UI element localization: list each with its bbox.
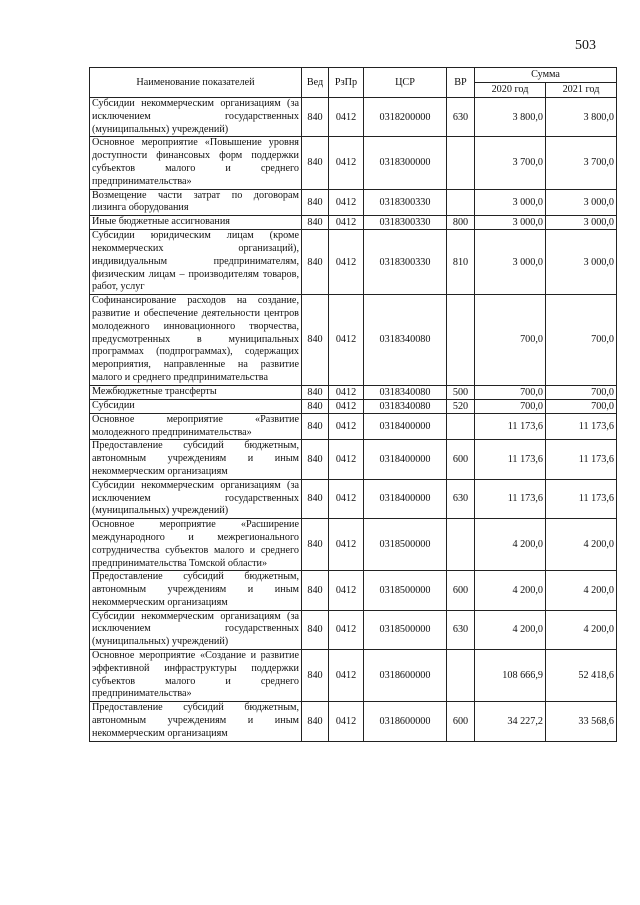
cell-rzpr: 0412: [329, 650, 364, 702]
cell-csr: 0318600000: [364, 702, 447, 741]
cell-sum-2020: 11 173,6: [475, 440, 546, 479]
header-year-2021: 2021 год: [546, 83, 617, 98]
cell-name: Основное мероприятие «Расширение международного и межрегионального сотрудничества субъектов малого и среднего предпринимательства Томской области»: [90, 519, 302, 571]
cell-rzpr: 0412: [329, 702, 364, 741]
cell-vr: 630: [447, 479, 475, 518]
cell-sum-2020: 4 200,0: [475, 519, 546, 571]
cell-csr: 0318340080: [364, 385, 447, 399]
cell-name: Возмещение части затрат по договорам лизинга оборудования: [90, 189, 302, 216]
cell-name: Межбюджетные трансферты: [90, 385, 302, 399]
cell-sum-2020: 3 000,0: [475, 216, 546, 230]
cell-name: Субсидии: [90, 399, 302, 413]
cell-vr: 800: [447, 216, 475, 230]
cell-name: Предоставление субсидий бюджетным, автономным учреждениям и иным некоммерческим организациям: [90, 702, 302, 741]
cell-csr: 0318400000: [364, 413, 447, 440]
cell-sum-2020: 3 800,0: [475, 98, 546, 137]
cell-sum-2021: 3 800,0: [546, 98, 617, 137]
cell-name: Субсидии некоммерческим организациям (за исключением государственных (муниципальных) учреждений): [90, 479, 302, 518]
cell-ved: 840: [302, 610, 329, 649]
cell-csr: 0318500000: [364, 519, 447, 571]
table-row: [90, 702, 617, 741]
table-row: [90, 385, 617, 399]
cell-sum-2021: 3 000,0: [546, 189, 617, 216]
cell-vr: 500: [447, 385, 475, 399]
cell-ved: 840: [302, 216, 329, 230]
cell-sum-2020: 3 000,0: [475, 189, 546, 216]
cell-csr: 0318340080: [364, 295, 447, 386]
cell-sum-2020: 11 173,6: [475, 413, 546, 440]
cell-csr: 0318600000: [364, 650, 447, 702]
cell-csr: 0318300000: [364, 137, 447, 189]
cell-rzpr: 0412: [329, 413, 364, 440]
budget-table: [89, 67, 617, 742]
cell-sum-2020: 4 200,0: [475, 610, 546, 649]
cell-vr: [447, 650, 475, 702]
table-row: [90, 137, 617, 189]
cell-name: Предоставление субсидий бюджетным, автономным учреждениям и иным некоммерческим организациям: [90, 571, 302, 610]
cell-sum-2020: 700,0: [475, 295, 546, 386]
cell-sum-2020: 34 227,2: [475, 702, 546, 741]
cell-vr: [447, 519, 475, 571]
page-number: 503: [575, 38, 596, 53]
header-rzpr: РзПр: [329, 68, 364, 98]
table-row: [90, 189, 617, 216]
cell-csr: 0318500000: [364, 571, 447, 610]
cell-ved: 840: [302, 479, 329, 518]
cell-csr: 0318300330: [364, 230, 447, 295]
cell-name: Предоставление субсидий бюджетным, автономным учреждениям и иным некоммерческим организациям: [90, 440, 302, 479]
cell-vr: 600: [447, 571, 475, 610]
cell-rzpr: 0412: [329, 230, 364, 295]
cell-rzpr: 0412: [329, 571, 364, 610]
cell-sum-2021: 700,0: [546, 399, 617, 413]
cell-ved: 840: [302, 189, 329, 216]
cell-name: Субсидии некоммерческим организациям (за исключением государственных (муниципальных) учреждений): [90, 98, 302, 137]
cell-sum-2021: 700,0: [546, 295, 617, 386]
table-row: [90, 399, 617, 413]
cell-vr: 630: [447, 610, 475, 649]
cell-ved: 840: [302, 385, 329, 399]
cell-ved: 840: [302, 571, 329, 610]
cell-rzpr: 0412: [329, 519, 364, 571]
table-row: [90, 610, 617, 649]
cell-sum-2020: 700,0: [475, 385, 546, 399]
cell-ved: 840: [302, 440, 329, 479]
header-year-2020: 2020 год: [475, 83, 546, 98]
cell-ved: 840: [302, 399, 329, 413]
cell-sum-2021: 4 200,0: [546, 519, 617, 571]
cell-rzpr: 0412: [329, 216, 364, 230]
cell-rzpr: 0412: [329, 137, 364, 189]
cell-rzpr: 0412: [329, 385, 364, 399]
header-csr: ЦСР: [364, 68, 447, 98]
cell-name: Иные бюджетные ассигнования: [90, 216, 302, 230]
cell-ved: 840: [302, 230, 329, 295]
cell-sum-2021: 33 568,6: [546, 702, 617, 741]
cell-ved: 840: [302, 702, 329, 741]
cell-rzpr: 0412: [329, 440, 364, 479]
cell-vr: 600: [447, 440, 475, 479]
table-row: [90, 98, 617, 137]
cell-rzpr: 0412: [329, 399, 364, 413]
cell-vr: [447, 189, 475, 216]
cell-vr: 630: [447, 98, 475, 137]
header-vr: ВР: [447, 68, 475, 98]
cell-name: Основное мероприятие «Создание и развитие эффективной инфраструктуры поддержки субъектов малого и среднего предпринимательства»: [90, 650, 302, 702]
cell-sum-2021: 11 173,6: [546, 413, 617, 440]
cell-ved: 840: [302, 295, 329, 386]
cell-name: Основное мероприятие «Развитие молодежного предпринимательства»: [90, 413, 302, 440]
cell-ved: 840: [302, 650, 329, 702]
cell-name: Основное мероприятие «Повышение уровня доступности финансовых форм поддержки субъектов малого и среднего предпринимательства»: [90, 137, 302, 189]
cell-ved: 840: [302, 519, 329, 571]
cell-vr: 520: [447, 399, 475, 413]
cell-rzpr: 0412: [329, 295, 364, 386]
cell-vr: 600: [447, 702, 475, 741]
table-body: [90, 98, 617, 742]
table-row: [90, 216, 617, 230]
table-row: [90, 440, 617, 479]
table-row: [90, 571, 617, 610]
cell-csr: 0318200000: [364, 98, 447, 137]
cell-vr: [447, 137, 475, 189]
table-header-row: [90, 68, 617, 83]
cell-sum-2021: 3 000,0: [546, 230, 617, 295]
header-sum: Сумма: [475, 68, 617, 83]
cell-sum-2021: 11 173,6: [546, 440, 617, 479]
cell-rzpr: 0412: [329, 98, 364, 137]
cell-csr: 0318400000: [364, 440, 447, 479]
table-row: [90, 230, 617, 295]
cell-sum-2020: 3 700,0: [475, 137, 546, 189]
header-name: Наименование показателей: [90, 68, 302, 98]
cell-csr: 0318400000: [364, 479, 447, 518]
table-row: [90, 479, 617, 518]
cell-sum-2020: 700,0: [475, 399, 546, 413]
cell-sum-2021: 3 700,0: [546, 137, 617, 189]
cell-csr: 0318340080: [364, 399, 447, 413]
cell-name: Софинансирование расходов на создание, развитие и обеспечение деятельности центров молодежного инновационного творчества, предусмотренных в муниципальных программах (подпрограммах), содержащих мероприятия, направленные на развитие малого и среднего предпринимательства: [90, 295, 302, 386]
cell-ved: 840: [302, 413, 329, 440]
cell-csr: 0318500000: [364, 610, 447, 649]
cell-sum-2020: 4 200,0: [475, 571, 546, 610]
table-row: [90, 295, 617, 386]
cell-rzpr: 0412: [329, 189, 364, 216]
cell-rzpr: 0412: [329, 479, 364, 518]
cell-sum-2020: 3 000,0: [475, 230, 546, 295]
cell-vr: 810: [447, 230, 475, 295]
cell-ved: 840: [302, 98, 329, 137]
cell-rzpr: 0412: [329, 610, 364, 649]
cell-name: Субсидии некоммерческим организациям (за исключением государственных (муниципальных) учреждений): [90, 610, 302, 649]
table-row: [90, 519, 617, 571]
cell-sum-2021: 3 000,0: [546, 216, 617, 230]
cell-sum-2021: 700,0: [546, 385, 617, 399]
cell-sum-2021: 4 200,0: [546, 610, 617, 649]
cell-sum-2020: 11 173,6: [475, 479, 546, 518]
cell-vr: [447, 413, 475, 440]
cell-ved: 840: [302, 137, 329, 189]
cell-csr: 0318300330: [364, 216, 447, 230]
cell-sum-2021: 4 200,0: [546, 571, 617, 610]
cell-sum-2020: 108 666,9: [475, 650, 546, 702]
cell-csr: 0318300330: [364, 189, 447, 216]
table-row: [90, 413, 617, 440]
cell-sum-2021: 52 418,6: [546, 650, 617, 702]
cell-name: Субсидии юридическим лицам (кроме некоммерческих организаций), индивидуальным предпринимателям, физическим лицам – производителям товаров, работ, услуг: [90, 230, 302, 295]
table-row: [90, 650, 617, 702]
header-ved: Вед: [302, 68, 329, 98]
cell-vr: [447, 295, 475, 386]
cell-sum-2021: 11 173,6: [546, 479, 617, 518]
